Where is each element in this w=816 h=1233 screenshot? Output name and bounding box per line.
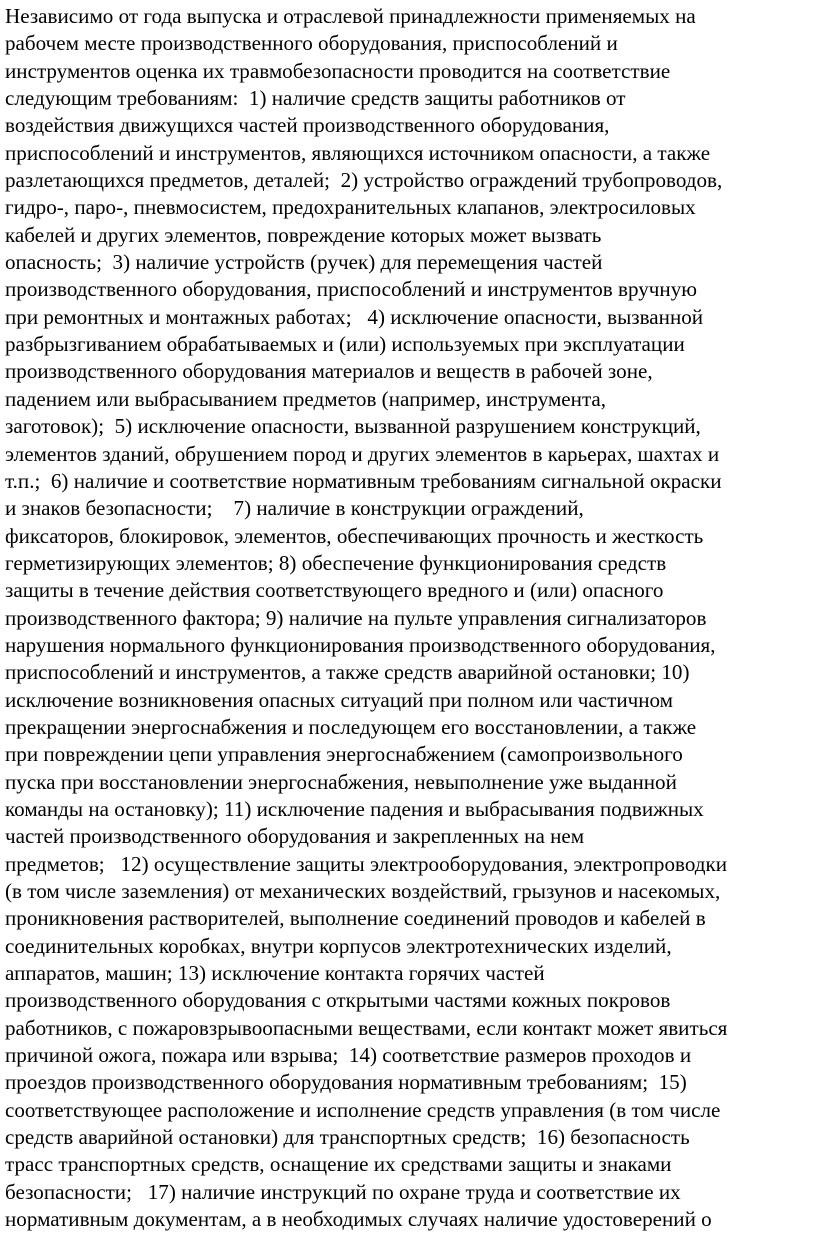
text-line: безопасности; 17) наличие инструкций по охране труда и соответствие их [5, 1179, 681, 1204]
text-line: проездов производственного оборудования нормативным требованиям; 15) [5, 1070, 687, 1095]
text-line: аппаратов, машин; 13) исключение контакта горячих частей [5, 961, 545, 986]
text-line: производственного оборудования материалов и веществ в рабочей зоне, [5, 359, 653, 384]
text-line: средств аварийной остановки) для транспортных средств; 16) безопасность [5, 1125, 690, 1150]
text-line: гидро-, паро-, пневмосистем, предохранительных клапанов, электросиловых [5, 195, 696, 220]
text-line: инструментов оценка их травмобезопасности проводится на соответствие [5, 58, 671, 83]
text-line: команды на остановку); 11) исключение падения и выбрасывания подвижных [5, 796, 704, 821]
text-line: работников, с пожаровзрывоопасными веществами, если контакт может явиться [5, 1015, 728, 1040]
text-line: элементов зданий, обрушением пород и других элементов в карьерах, шахтах и [5, 441, 720, 466]
text-line: прекращении энергоснабжения и последующем его восстановлении, а также [5, 714, 697, 739]
text-line: Независимо от года выпуска и отраслевой принадлежности применяемых на [5, 4, 696, 28]
text-line: производственного фактора; 9) наличие на пульте управления сигнализаторов [5, 605, 707, 630]
text-line: кабелей и других элементов, повреждение которых может вызвать [5, 222, 602, 247]
text-line: защиты в течение действия соответствующего вредного и (или) опасного [5, 578, 664, 603]
text-line: следующим требованиям: 1) наличие средств защиты работников от [5, 86, 626, 111]
document-text [5, 3, 816, 1233]
text-line: при повреждении цепи управления энергоснабжением (самопроизвольного [5, 742, 683, 767]
text-line: соединительных коробках, внутри корпусов электротехнических изделий, [5, 933, 672, 958]
text-line: нормативным документам, а в необходимых случаях наличие удостоверений о [5, 1207, 712, 1232]
text-line: производственного оборудования, приспособлений и инструментов вручную [5, 277, 698, 302]
text-line: трасс транспортных средств, оснащение их средствами защиты и знаками [5, 1152, 672, 1177]
text-line: опасность; 3) наличие устройств (ручек) для перемещения частей [5, 250, 603, 275]
text-line: причиной ожога, пожара или взрыва; 14) соответствие размеров проходов и [5, 1043, 692, 1068]
text-line: воздействия движущихся частей производственного оборудования, [5, 113, 610, 138]
text-line: приспособлений и инструментов, являющихся источником опасности, а также [5, 140, 711, 165]
text-line: герметизирующих элементов; 8) обеспечение функционирования средств [5, 550, 667, 575]
text-line: пуска при восстановлении энергоснабжения, невыполнение уже выданной [5, 769, 677, 794]
text-line: падением или выбрасыванием предметов (например, инструмента, [5, 386, 607, 411]
text-line: частей производственного оборудования и закрепленных на нем [5, 824, 585, 849]
text-line: приспособлений и инструментов, а также средств аварийной остановки; 10) [5, 660, 690, 685]
text-line: и знаков безопасности; 7) наличие в конструкции ограждений, [5, 496, 584, 521]
text-line: производственного оборудования с открытыми частями кожных покровов [5, 988, 671, 1013]
text-line: рабочем месте производственного оборудования, приспособлений и [5, 31, 618, 56]
text-line: разбрызгиванием обрабатываемых и (или) используемых при эксплуатации [5, 332, 685, 357]
text-line: (в том числе заземления) от механических воздействий, грызунов и насекомых, [5, 879, 721, 903]
text-line: соответствующее расположение и исполнение средств управления (в том числе [5, 1097, 721, 1122]
text-line: разлетающихся предметов, деталей; 2) устройство ограждений трубопроводов, [5, 168, 723, 193]
text-line: при ремонтных и монтажных работах; 4) исключение опасности, вызванной [5, 304, 704, 329]
text-line: проникновения растворителей, выполнение соединений проводов и кабелей в [5, 906, 706, 931]
text-line: предметов; 12) осуществление защиты электрооборудования, электропроводки [5, 851, 728, 876]
text-line: фиксаторов, блокировок, элементов, обеспечивающих прочность и жесткость [5, 523, 704, 548]
text-line: исключение возникновения опасных ситуаций при полном или частичном [5, 687, 674, 712]
text-line: заготовок); 5) исключение опасности, вызванной разрушением конструкций, [5, 414, 701, 439]
text-line: нарушения нормального функционирования производственного оборудования, [5, 632, 716, 657]
text-line: т.п.; 6) наличие и соответствие нормативным требованиям сигнальной окраски [5, 468, 722, 493]
